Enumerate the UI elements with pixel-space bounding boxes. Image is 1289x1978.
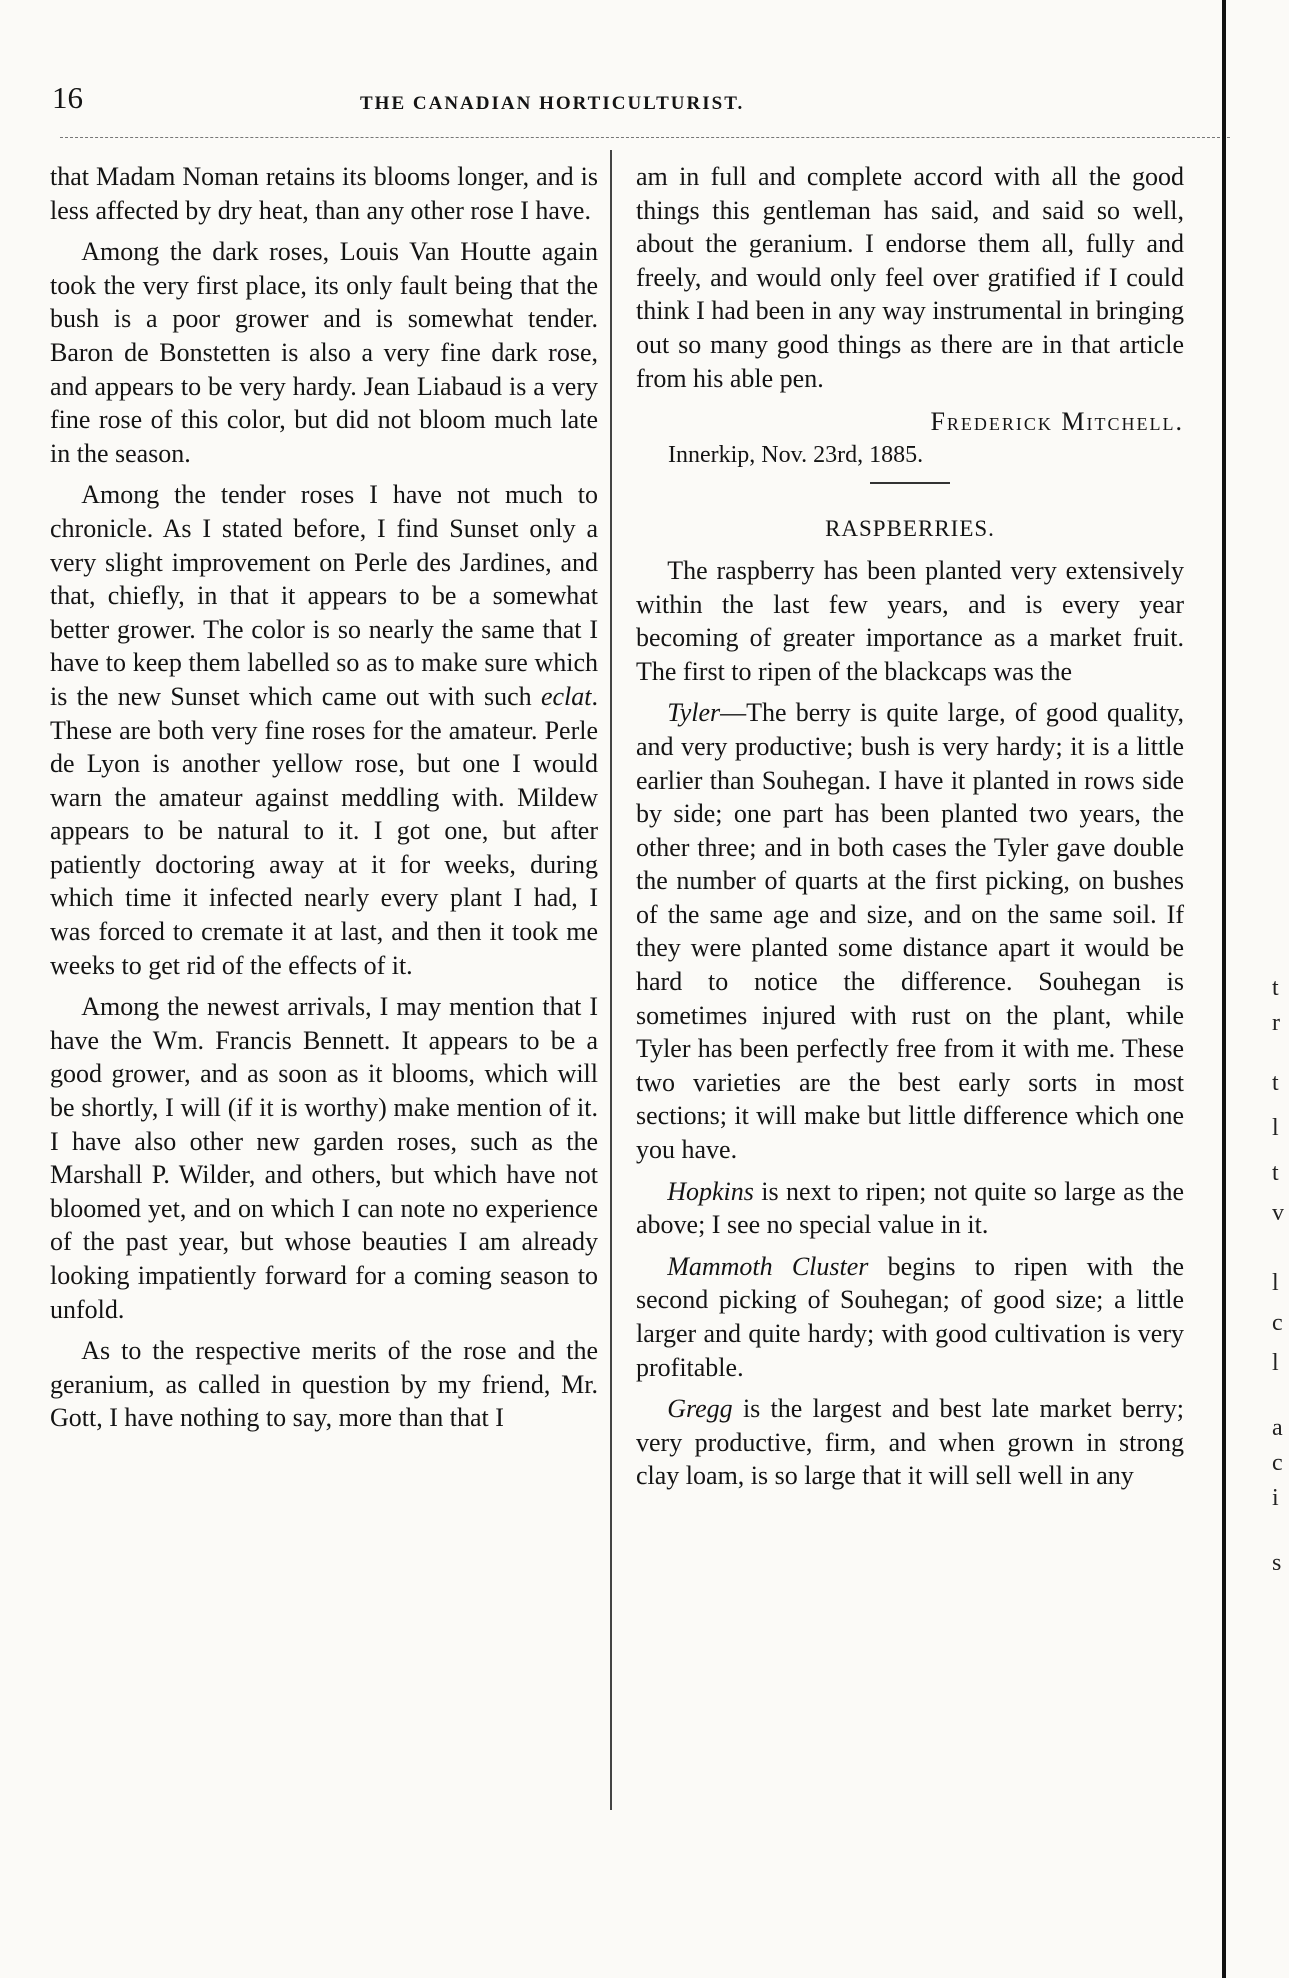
text-run: begins to ripen with the second picking of Souhegan; of good size; a little larger and quite hardy; with good cultivation is very profitable. [636, 1251, 1185, 1382]
margin-letter: t [1272, 1160, 1279, 1186]
dateline: Innerkip, Nov. 23rd, 1885. [668, 441, 924, 468]
paragraph [636, 696, 1184, 1166]
paragraph [50, 990, 598, 1326]
header-rule [60, 137, 1230, 138]
margin-letter: t [1272, 975, 1279, 1001]
section-divider [870, 482, 950, 484]
section-title: RASPBERRIES. [825, 516, 995, 542]
text-run: The raspberry has been planted very extensively within the last few years, and is every year becoming of greater importance as a market fruit. The first to ripen of the blackcaps was the [636, 555, 1184, 686]
margin-letter: l [1272, 1350, 1279, 1376]
margin-letter: v [1272, 1200, 1284, 1226]
margin-letter: i [1272, 1485, 1279, 1511]
text-run: that Madam Noman retains its blooms longer, and is less affected by dry heat, than any other rose I have. [50, 162, 598, 225]
paragraph [636, 1392, 1184, 1493]
italic-text: Mammoth Cluster [667, 1251, 869, 1281]
right-column [636, 160, 1184, 1501]
column-rule [610, 150, 612, 1810]
raspberries-article [636, 554, 1184, 1493]
paragraph [50, 235, 598, 470]
paragraph [50, 478, 598, 982]
text-run: Among the tender roses I have not much to chronicle. As I stated before, I find Sunset only a very slight improvement on Perle des Jardines, and that, chiefly, in that it appears to be a somewhat better grower. The color is so nearly the same that I have to keep them labelled so as to make sure which is the new Sunset which came out with such [50, 480, 598, 711]
paragraph [636, 554, 1184, 688]
margin-letter: c [1272, 1450, 1283, 1476]
page-number: 16 [52, 80, 83, 115]
paragraph [636, 1250, 1184, 1384]
text-run: . These are both very fine roses for the amateur. Perle de Lyon is another yellow rose, but one I would warn the amateur against meddling with. Mildew appears to be natural to it. I got one, but after patiently doctoring away at it for weeks, during which time it infected nearly every plant I had, I was forced to cremate it at last, and then it took me weeks to get rid of the effects of it. [50, 681, 598, 980]
italic-text: eclat [540, 681, 592, 711]
margin-letter: l [1272, 1115, 1279, 1141]
lead-paragraph: am in full and complete accord with all the good things this gentleman has said, and said so well, about the geranium. I endorse them all, fully and freely, and would only feel over gratified if I could think I had been in any way instrumental in bringing out so many good things as there are in that article from his able pen. [636, 162, 1184, 393]
text-run: Among the dark roses, Louis Van Houtte again took the very first place, its only fault being that the bush is a poor grower and is somewhat tender. Baron de Bonstetten is also a very fine dark rose, and appears to be very hardy. Jean Liabaud is a very fine rose of this color, but did not bloom much late in the season. [50, 237, 598, 468]
margin-letter: l [1272, 1270, 1279, 1296]
margin-letter: t [1272, 1070, 1279, 1096]
margin-letter: s [1272, 1550, 1282, 1576]
text-run: Among the newest arrivals, I may mention that I have the Wm. Francis Bennett. It appears to be a good grower, and as soon as it blooms, which will be shortly, I will (if it is worthy) make mention of it. I have also other new garden roses, such as the Marshall P. Wilder, and others, but which have not bloomed yet, and on which I can note no experience of the past year, but whose beauties I am already looking impatiently forward for a coming season to unfold. [50, 992, 598, 1324]
paragraph [636, 1175, 1184, 1242]
text-run: —The berry is quite large, of good quality, and very productive; bush is very hardy; it is a little earlier than Souhegan. I have it planted in rows side by side; one part has been planted two years, the other three; and in both cases the Tyler gave double the number of quarts at the first picking, on bushes of the same age and size, and on the same soil. If they were planted some distance apart it would be hard to notice the difference. Souhegan is sometimes injured with rust on the plant, while Tyler has been perfectly free from it with me. These two varieties are the best early sorts in most sections; it will make but little difference which one you have. [636, 698, 1184, 1165]
left-column [50, 160, 598, 1443]
running-title: THE CANADIAN HORTICULTURIST. [360, 93, 745, 114]
paragraph [50, 160, 598, 227]
margin-letter: r [1272, 1010, 1280, 1036]
margin-letter: c [1272, 1310, 1283, 1336]
page-edge-rule [1222, 0, 1226, 1978]
text-run: is next to ripen; not quite so large as the above; I see no special value in it. [636, 1176, 1184, 1240]
paragraph [50, 1334, 598, 1435]
text-run: is the largest and best late market berry; very productive, firm, and when grown in strong clay loam, is so large that it will sell well in any [636, 1394, 1184, 1491]
margin-letter: a [1272, 1415, 1283, 1441]
italic-text: Hopkins [667, 1176, 754, 1206]
italic-text: Gregg [667, 1394, 733, 1424]
author-signature: Frederick Mitchell. [930, 407, 1184, 437]
text-run: As to the respective merits of the rose and the geranium, as called in question by my friend, Mr. Gott, I have nothing to say, more than that I [50, 1336, 598, 1433]
italic-text: Tyler [667, 698, 721, 728]
